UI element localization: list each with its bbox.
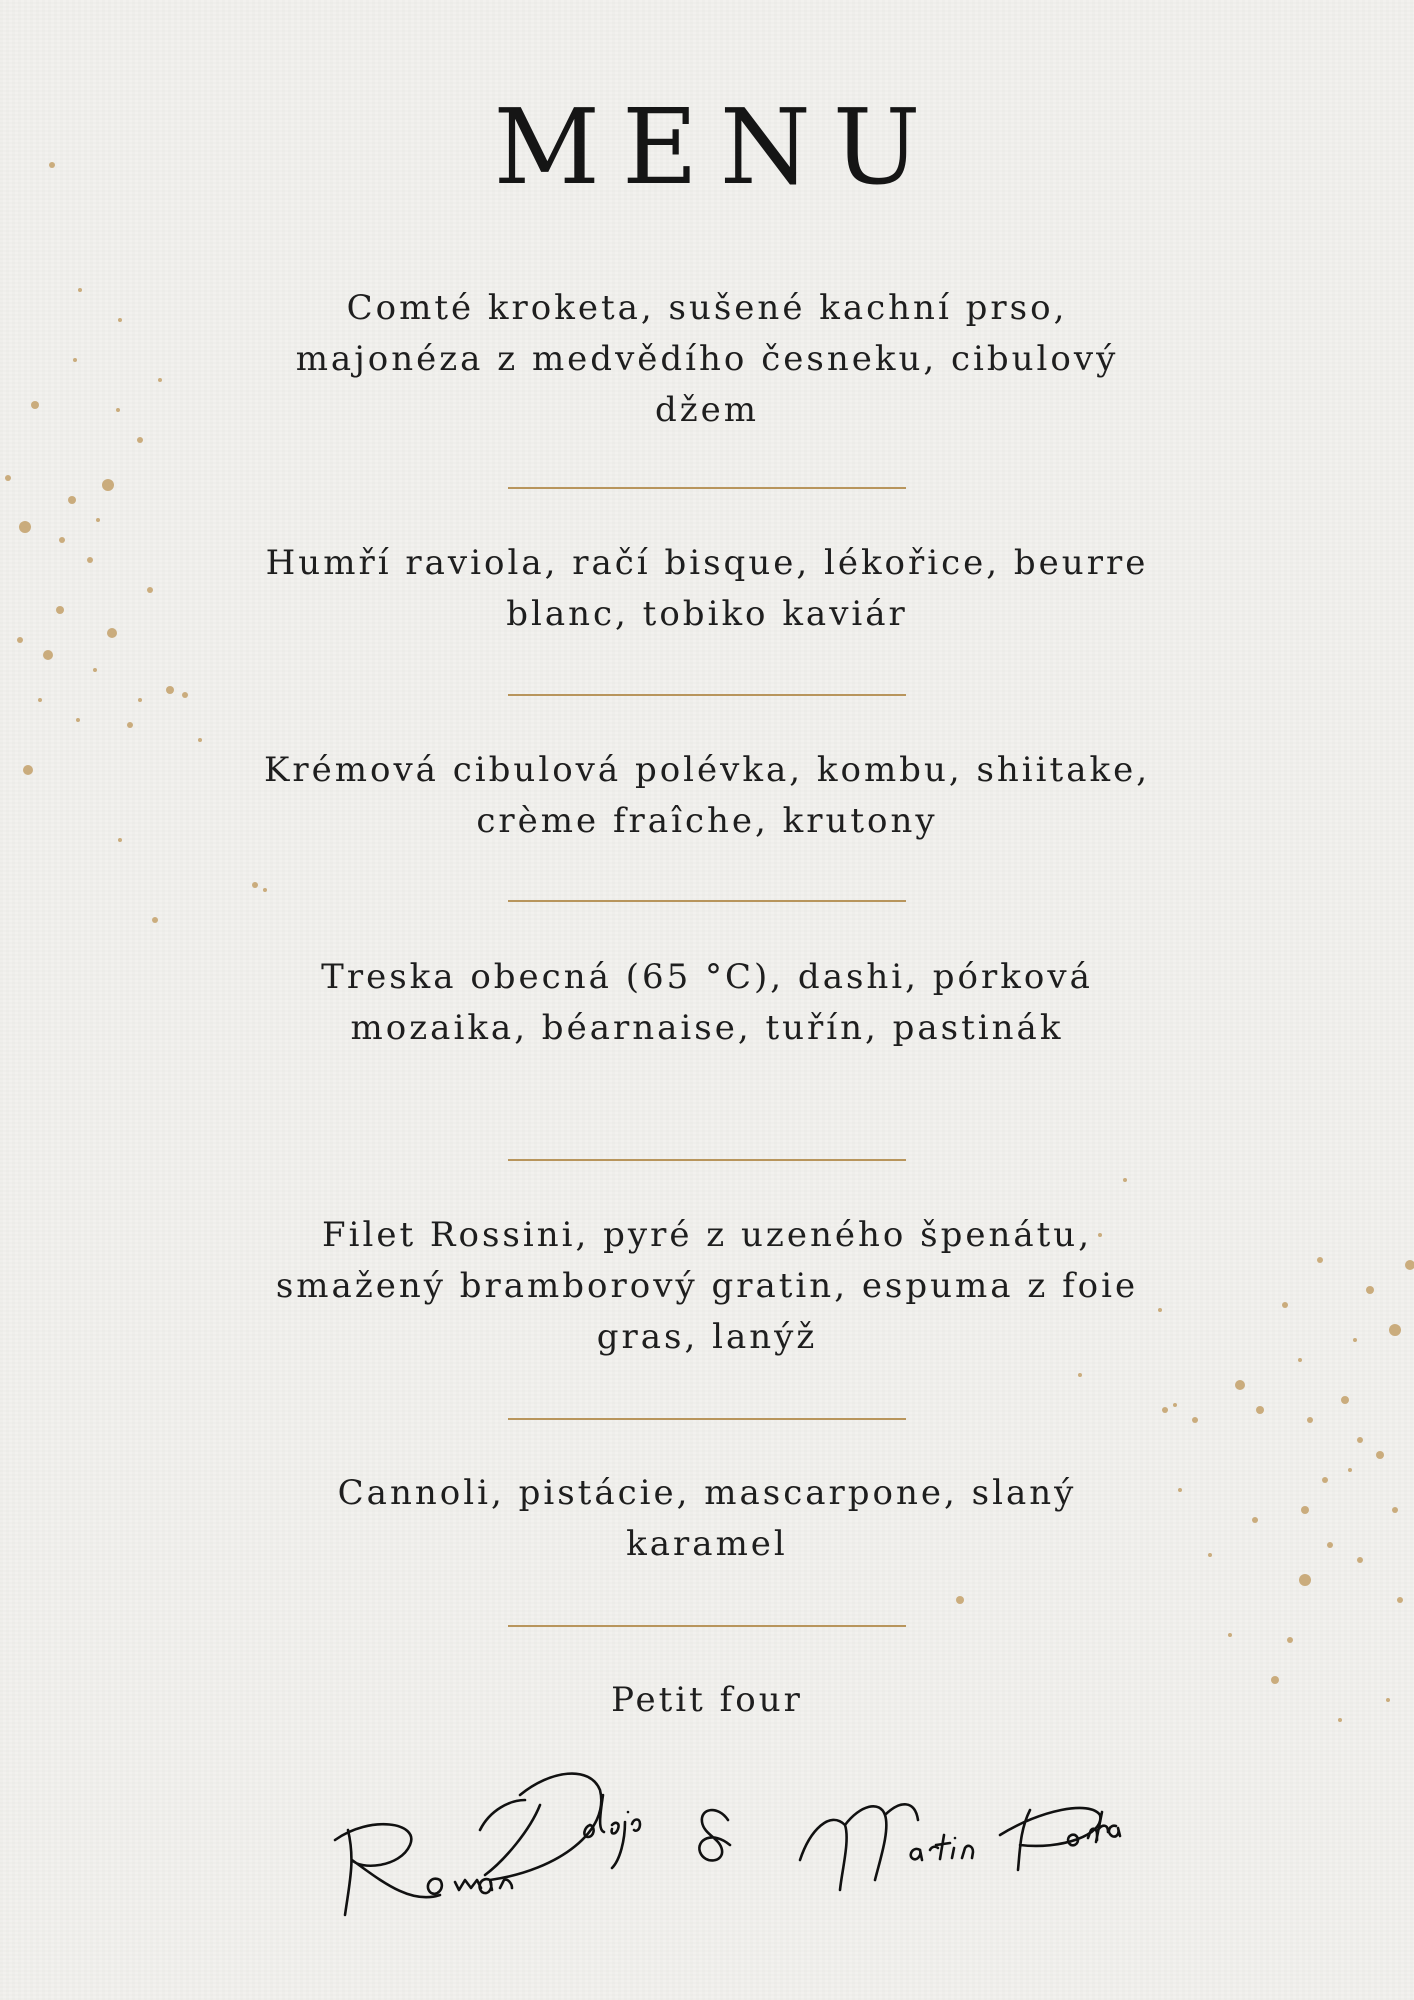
- course-3: Krémová cibulová polévka, kombu, shiitake, crème fraîche, krutony: [263, 750, 1151, 841]
- course-2: Humří raviola, račí bisque, lékořice, beurre blanc, tobiko kaviár: [265, 543, 1149, 634]
- menu-title: MENU: [493, 86, 943, 208]
- signature-ampersand: [699, 1810, 730, 1860]
- course-7: Petit four: [611, 1680, 803, 1720]
- course-5: Filet Rossini, pyré z uzeného špenátu, smažený bramborový gratin, espuma z foie gras, lanýž: [275, 1215, 1139, 1357]
- signature-roman: [335, 1824, 512, 1915]
- signature-dolejs: [480, 1774, 640, 1880]
- course-1: Comté kroketa, sušené kachní prso, majonéza z medvědího česneku, cibulový džem: [295, 288, 1119, 430]
- course-4: Treska obecná (65 °C), dashi, pórková mozaika, béarnaise, tuřín, pastinák: [321, 957, 1093, 1048]
- signature-ponka: [1000, 1808, 1120, 1870]
- signature-martin: [800, 1804, 973, 1890]
- course-6: Cannoli, pistácie, mascarpone, slaný karamel: [337, 1473, 1077, 1564]
